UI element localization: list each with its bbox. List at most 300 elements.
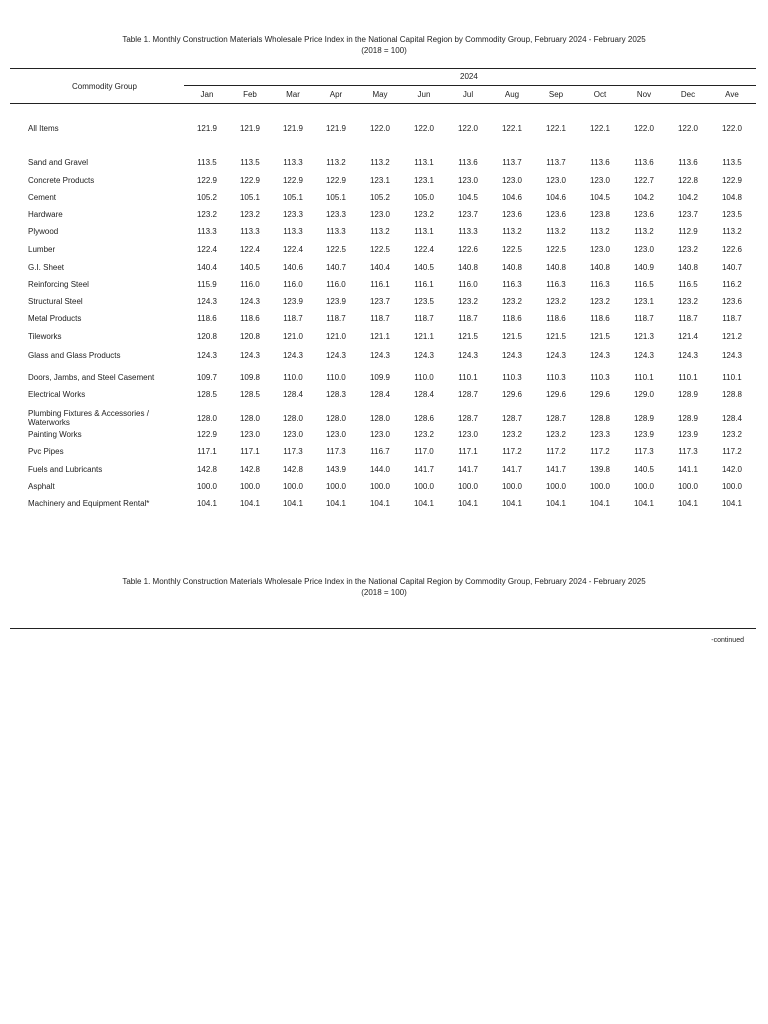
table-cell: 121.0 xyxy=(282,332,304,341)
table-cell: 123.2 xyxy=(589,297,611,306)
row-label: Machinery and Equipment Rental* xyxy=(28,499,150,508)
table-cell: 100.0 xyxy=(721,482,743,491)
table-cell: 121.5 xyxy=(501,332,523,341)
table-cell: 113.2 xyxy=(546,227,566,236)
row-label: Reinforcing Steel xyxy=(28,280,89,289)
table-cell: 123.2 xyxy=(413,430,435,439)
table-cell: 123.3 xyxy=(282,210,304,219)
month-header-sep: Sep xyxy=(548,90,564,99)
continued-note: -continued xyxy=(711,637,744,644)
table-cell: 123.2 xyxy=(457,297,479,306)
table-cell: 122.5 xyxy=(325,245,347,254)
table-cell: 100.0 xyxy=(633,482,655,491)
month-header-dec: Dec xyxy=(680,90,696,99)
table-cell: 105.2 xyxy=(369,193,391,202)
table-cell: 122.6 xyxy=(721,245,743,254)
table-cell: 122.0 xyxy=(633,124,655,133)
table-cell: 110.0 xyxy=(414,373,434,382)
table-cell: 142.8 xyxy=(282,465,304,474)
table-cell: 100.0 xyxy=(282,482,304,491)
table-cell: 109.7 xyxy=(196,373,218,382)
table-cell: 128.0 xyxy=(369,414,391,423)
table-cell: 122.1 xyxy=(545,124,567,133)
table-cell: 122.4 xyxy=(196,245,218,254)
table-cell: 117.2 xyxy=(590,447,610,456)
table-cell: 121.4 xyxy=(677,332,699,341)
table-cell: 105.1 xyxy=(325,193,347,202)
table-cell: 122.5 xyxy=(501,245,523,254)
year-header: 2024 xyxy=(460,72,478,81)
table-cell: 104.1 xyxy=(721,499,743,508)
table-cell: 118.7 xyxy=(678,314,698,323)
table-cell: 123.6 xyxy=(501,210,523,219)
table-cell: 110.0 xyxy=(326,373,346,382)
table-cell: 104.1 xyxy=(196,499,218,508)
table-cell: 116.1 xyxy=(414,280,434,289)
table-cell: 121.3 xyxy=(633,332,655,341)
table-cell: 123.0 xyxy=(633,245,655,254)
table-cell: 104.1 xyxy=(633,499,655,508)
table-cell: 122.1 xyxy=(501,124,523,133)
table-cell: 118.7 xyxy=(326,314,346,323)
table-cell: 123.7 xyxy=(457,210,479,219)
table-cell: 143.9 xyxy=(325,465,347,474)
row-label: Sand and Gravel xyxy=(28,158,89,167)
table-cell: 123.2 xyxy=(545,297,567,306)
table-title-line2: (2018 = 100) xyxy=(361,46,407,55)
table-cell: 104.1 xyxy=(239,499,261,508)
table-cell: 116.3 xyxy=(502,280,522,289)
table-cell: 110.1 xyxy=(678,373,698,382)
table-cell: 116.1 xyxy=(370,280,390,289)
table-cell: 123.0 xyxy=(282,430,304,439)
table-cell: 116.0 xyxy=(283,280,303,289)
row-label: Concrete Products xyxy=(28,176,95,185)
table-cell: 121.1 xyxy=(369,332,391,341)
year-underline xyxy=(184,85,756,86)
table-cell: 116.3 xyxy=(590,280,610,289)
table-cell: 121.5 xyxy=(457,332,479,341)
table-cell: 123.1 xyxy=(633,297,655,306)
table-cell: 113.2 xyxy=(590,227,610,236)
table-cell: 140.4 xyxy=(196,263,218,272)
table-cell: 104.6 xyxy=(545,193,567,202)
table-cell: 113.7 xyxy=(546,158,566,167)
table-cell: 110.3 xyxy=(590,373,610,382)
table-cell: 122.0 xyxy=(677,124,699,133)
header-top-rule xyxy=(10,68,756,69)
table-cell: 123.8 xyxy=(589,210,611,219)
table-cell: 104.1 xyxy=(282,499,304,508)
table-cell: 100.0 xyxy=(369,482,391,491)
table-cell: 128.0 xyxy=(239,414,261,423)
table-cell: 128.6 xyxy=(413,414,435,423)
table-cell: 124.3 xyxy=(633,351,655,360)
table-cell: 118.7 xyxy=(634,314,654,323)
table-cell: 123.0 xyxy=(369,430,391,439)
table-cell: 128.5 xyxy=(239,390,261,399)
table-cell: 100.0 xyxy=(325,482,347,491)
table-cell: 104.1 xyxy=(413,499,435,508)
table-cell: 118.7 xyxy=(370,314,390,323)
table-cell: 140.8 xyxy=(589,263,611,272)
row-label: Tileworks xyxy=(28,332,62,341)
table-cell: 104.1 xyxy=(369,499,391,508)
table-cell: 124.3 xyxy=(501,351,523,360)
table-cell: 104.2 xyxy=(677,193,699,202)
table-cell: 123.0 xyxy=(457,430,479,439)
table-cell: 129.6 xyxy=(589,390,611,399)
table-cell: 123.0 xyxy=(369,210,391,219)
table-cell: 122.9 xyxy=(282,176,304,185)
table-cell: 141.7 xyxy=(545,465,567,474)
table-cell: 140.5 xyxy=(239,263,261,272)
month-header-oct: Oct xyxy=(593,90,607,99)
table-title-repeat-line1: Table 1. Monthly Construction Materials Wholesale Price Index in the National Capital Region by Commodity Group, February 2024 - February 2025 xyxy=(122,577,646,586)
row-label: Plumbing Fixtures & Accessories / Waterworks xyxy=(28,409,149,427)
table-cell: 104.1 xyxy=(589,499,611,508)
table-cell: 118.7 xyxy=(283,314,303,323)
table-cell: 117.2 xyxy=(502,447,522,456)
table-cell: 117.2 xyxy=(546,447,566,456)
row-label: Doors, Jambs, and Steel Casement xyxy=(28,373,155,382)
table-cell: 128.0 xyxy=(325,414,347,423)
table-cell: 140.8 xyxy=(677,263,699,272)
table-cell: 122.9 xyxy=(196,176,218,185)
table-cell: 123.2 xyxy=(677,297,699,306)
table-cell: 104.1 xyxy=(325,499,347,508)
table-cell: 123.6 xyxy=(545,210,567,219)
table-cell: 104.1 xyxy=(457,499,479,508)
table-cell: 109.8 xyxy=(239,373,261,382)
continued-rule xyxy=(10,628,756,629)
table-cell: 117.3 xyxy=(326,447,346,456)
row-label: Painting Works xyxy=(28,430,82,439)
table-cell: 123.0 xyxy=(501,176,523,185)
table-cell: 129.6 xyxy=(501,390,523,399)
table-cell: 124.3 xyxy=(196,297,218,306)
month-header-ave: Ave xyxy=(725,90,739,99)
table-cell: 113.2 xyxy=(370,158,390,167)
table-cell: 113.1 xyxy=(414,227,434,236)
table-title-repeat xyxy=(0,576,768,598)
table-cell: 117.1 xyxy=(240,447,260,456)
table-cell: 140.5 xyxy=(413,263,435,272)
table-cell: 122.9 xyxy=(239,176,261,185)
table-cell: 128.7 xyxy=(501,414,523,423)
table-cell: 112.9 xyxy=(678,227,698,236)
table-cell: 113.5 xyxy=(240,158,260,167)
table-cell: 124.3 xyxy=(589,351,611,360)
table-title-repeat-line2: (2018 = 100) xyxy=(361,588,407,597)
table-cell: 141.1 xyxy=(677,465,699,474)
table-cell: 124.3 xyxy=(457,351,479,360)
table-cell: 123.7 xyxy=(677,210,699,219)
table-cell: 117.3 xyxy=(678,447,698,456)
table-cell: 122.4 xyxy=(239,245,261,254)
table-cell: 116.5 xyxy=(678,280,698,289)
table-cell: 113.3 xyxy=(283,158,303,167)
table-cell: 122.4 xyxy=(413,245,435,254)
table-cell: 124.3 xyxy=(196,351,218,360)
table-cell: 123.5 xyxy=(721,210,743,219)
table-cell: 121.2 xyxy=(721,332,743,341)
table-cell: 100.0 xyxy=(589,482,611,491)
table-cell: 128.4 xyxy=(282,390,304,399)
table-cell: 123.0 xyxy=(545,176,567,185)
table-cell: 128.9 xyxy=(677,414,699,423)
header-bottom-rule xyxy=(10,103,756,104)
table-cell: 118.7 xyxy=(414,314,434,323)
row-label: Cement xyxy=(28,193,57,202)
row-label: Metal Products xyxy=(28,314,82,323)
table-cell: 113.7 xyxy=(502,158,522,167)
month-header-jan: Jan xyxy=(200,90,214,99)
table-cell: 142.0 xyxy=(721,465,743,474)
table-cell: 113.5 xyxy=(722,158,742,167)
table-cell: 123.0 xyxy=(457,176,479,185)
table-cell: 140.8 xyxy=(501,263,523,272)
row-label: Lumber xyxy=(28,245,56,254)
table-cell: 124.3 xyxy=(721,351,743,360)
table-cell: 128.7 xyxy=(457,390,479,399)
table-cell: 123.2 xyxy=(721,430,743,439)
table-cell: 141.7 xyxy=(413,465,435,474)
table-cell: 116.5 xyxy=(634,280,654,289)
table-cell: 123.9 xyxy=(282,297,304,306)
table-cell: 128.4 xyxy=(369,390,391,399)
table-cell: 120.8 xyxy=(239,332,261,341)
table-cell: 123.0 xyxy=(589,245,611,254)
table-cell: 128.4 xyxy=(721,414,743,423)
table-cell: 123.6 xyxy=(721,297,743,306)
table-cell: 117.2 xyxy=(722,447,742,456)
table-cell: 113.3 xyxy=(326,227,346,236)
table-cell: 123.3 xyxy=(325,210,347,219)
table-cell: 110.1 xyxy=(458,373,478,382)
table-cell: 140.6 xyxy=(282,263,304,272)
row-label: All Items xyxy=(28,124,59,133)
row-label: Glass and Glass Products xyxy=(28,351,121,360)
table-cell: 116.3 xyxy=(546,280,566,289)
table-cell: 123.9 xyxy=(633,430,655,439)
table-cell: 105.1 xyxy=(239,193,261,202)
table-cell: 142.8 xyxy=(239,465,261,474)
table-cell: 128.5 xyxy=(196,390,218,399)
row-label: G.I. Sheet xyxy=(28,263,65,272)
table-cell: 123.9 xyxy=(677,430,699,439)
table-cell: 124.3 xyxy=(413,351,435,360)
table-cell: 118.6 xyxy=(590,314,610,323)
table-cell: 104.1 xyxy=(501,499,523,508)
table-title xyxy=(0,34,768,56)
table-cell: 121.9 xyxy=(239,124,261,133)
table-cell: 141.7 xyxy=(501,465,523,474)
table-cell: 124.3 xyxy=(239,297,261,306)
table-cell: 104.2 xyxy=(633,193,655,202)
table-cell: 140.7 xyxy=(721,263,743,272)
table-cell: 104.8 xyxy=(721,193,743,202)
table-cell: 121.9 xyxy=(196,124,218,133)
table-cell: 123.3 xyxy=(589,430,611,439)
table-cell: 121.9 xyxy=(282,124,304,133)
table-cell: 104.1 xyxy=(677,499,699,508)
table-cell: 123.9 xyxy=(325,297,347,306)
table-cell: 122.8 xyxy=(677,176,699,185)
table-cell: 124.3 xyxy=(239,351,261,360)
table-cell: 122.6 xyxy=(457,245,479,254)
table-cell: 118.7 xyxy=(458,314,478,323)
table-cell: 140.9 xyxy=(633,263,655,272)
table-cell: 122.7 xyxy=(633,176,655,185)
row-label: Fuels and Lubricants xyxy=(28,465,103,474)
row-label: Structural Steel xyxy=(28,297,83,306)
table-cell: 115.9 xyxy=(197,280,217,289)
table-cell: 144.0 xyxy=(369,465,391,474)
month-header-feb: Feb xyxy=(243,90,257,99)
table-cell: 128.7 xyxy=(545,414,567,423)
table-cell: 123.2 xyxy=(545,430,567,439)
table-cell: 113.2 xyxy=(326,158,346,167)
table-title-line1: Table 1. Monthly Construction Materials Wholesale Price Index in the National Capital Region by Commodity Group, February 2024 - February 2025 xyxy=(122,35,646,44)
table-cell: 121.5 xyxy=(545,332,567,341)
month-header-jun: Jun xyxy=(417,90,431,99)
table-cell: 113.2 xyxy=(634,227,654,236)
table-cell: 113.3 xyxy=(283,227,303,236)
table-cell: 113.6 xyxy=(634,158,654,167)
month-header-mar: Mar xyxy=(286,90,300,99)
table-cell: 123.2 xyxy=(501,430,523,439)
table-cell: 128.8 xyxy=(721,390,743,399)
table-cell: 113.6 xyxy=(458,158,478,167)
table-cell: 128.0 xyxy=(282,414,304,423)
table-cell: 128.9 xyxy=(677,390,699,399)
table-cell: 110.1 xyxy=(722,373,742,382)
table-cell: 128.8 xyxy=(589,414,611,423)
table-cell: 116.0 xyxy=(240,280,260,289)
table-cell: 104.5 xyxy=(589,193,611,202)
table-cell: 142.8 xyxy=(196,465,218,474)
commodity-group-header: Commodity Group xyxy=(72,82,137,91)
table-cell: 104.5 xyxy=(457,193,479,202)
table-cell: 140.8 xyxy=(457,263,479,272)
table-cell: 116.0 xyxy=(458,280,478,289)
row-label: Asphalt xyxy=(28,482,55,491)
table-cell: 113.1 xyxy=(414,158,434,167)
table-cell: 123.2 xyxy=(501,297,523,306)
table-cell: 118.6 xyxy=(240,314,260,323)
table-cell: 123.5 xyxy=(413,297,435,306)
table-cell: 105.1 xyxy=(282,193,304,202)
table-cell: 113.5 xyxy=(197,158,217,167)
table-cell: 128.9 xyxy=(633,414,655,423)
table-cell: 124.3 xyxy=(282,351,304,360)
month-header-aug: Aug xyxy=(504,90,520,99)
table-cell: 122.0 xyxy=(413,124,435,133)
table-cell: 110.3 xyxy=(502,373,522,382)
table-cell: 121.5 xyxy=(589,332,611,341)
table-cell: 118.6 xyxy=(546,314,566,323)
table-cell: 117.3 xyxy=(283,447,303,456)
table-cell: 100.0 xyxy=(239,482,261,491)
table-cell: 117.3 xyxy=(634,447,654,456)
row-label: Hardware xyxy=(28,210,63,219)
table-cell: 122.5 xyxy=(369,245,391,254)
table-cell: 100.0 xyxy=(457,482,479,491)
month-header-apr: Apr xyxy=(329,90,343,99)
table-cell: 129.6 xyxy=(545,390,567,399)
table-cell: 122.5 xyxy=(545,245,567,254)
table-cell: 123.1 xyxy=(413,176,435,185)
table-cell: 113.2 xyxy=(502,227,522,236)
table-cell: 140.8 xyxy=(545,263,567,272)
table-cell: 128.4 xyxy=(413,390,435,399)
table-cell: 113.3 xyxy=(240,227,260,236)
row-label: Pvc Pipes xyxy=(28,447,64,456)
table-cell: 122.1 xyxy=(589,124,611,133)
table-cell: 123.2 xyxy=(677,245,699,254)
table-cell: 128.0 xyxy=(196,414,218,423)
table-cell: 123.0 xyxy=(325,430,347,439)
table-cell: 122.9 xyxy=(196,430,218,439)
table-cell: 123.2 xyxy=(196,210,218,219)
month-header-nov: Nov xyxy=(636,90,652,99)
table-cell: 123.2 xyxy=(239,210,261,219)
table-cell: 121.1 xyxy=(413,332,435,341)
table-cell: 123.6 xyxy=(633,210,655,219)
table-cell: 110.0 xyxy=(283,373,303,382)
table-cell: 120.8 xyxy=(196,332,218,341)
table-cell: 122.9 xyxy=(721,176,743,185)
table-cell: 113.6 xyxy=(590,158,610,167)
table-cell: 140.5 xyxy=(633,465,655,474)
table-cell: 110.1 xyxy=(634,373,654,382)
table-cell: 117.0 xyxy=(414,447,434,456)
table-cell: 110.3 xyxy=(546,373,566,382)
table-cell: 141.7 xyxy=(457,465,479,474)
table-cell: 122.4 xyxy=(282,245,304,254)
table-cell: 139.8 xyxy=(589,465,611,474)
table-cell: 128.3 xyxy=(325,390,347,399)
table-cell: 128.7 xyxy=(457,414,479,423)
table-cell: 140.4 xyxy=(369,263,391,272)
table-cell: 113.2 xyxy=(722,227,742,236)
table-cell: 116.2 xyxy=(722,280,742,289)
table-cell: 124.3 xyxy=(369,351,391,360)
table-cell: 118.6 xyxy=(197,314,217,323)
table-cell: 122.0 xyxy=(369,124,391,133)
table-cell: 100.0 xyxy=(501,482,523,491)
table-cell: 140.7 xyxy=(325,263,347,272)
table-cell: 124.3 xyxy=(677,351,699,360)
table-cell: 116.7 xyxy=(370,447,390,456)
table-cell: 113.2 xyxy=(370,227,390,236)
table-cell: 123.0 xyxy=(239,430,261,439)
table-cell: 124.3 xyxy=(325,351,347,360)
month-header-may: May xyxy=(372,90,388,99)
table-cell: 100.0 xyxy=(196,482,218,491)
table-cell: 123.2 xyxy=(413,210,435,219)
table-cell: 100.0 xyxy=(677,482,699,491)
table-cell: 122.0 xyxy=(721,124,743,133)
table-cell: 123.1 xyxy=(369,176,391,185)
table-cell: 123.7 xyxy=(369,297,391,306)
table-cell: 117.1 xyxy=(458,447,478,456)
row-label: Electrical Works xyxy=(28,390,86,399)
table-cell: 118.7 xyxy=(722,314,742,323)
table-cell: 113.6 xyxy=(678,158,698,167)
table-cell: 100.0 xyxy=(545,482,567,491)
